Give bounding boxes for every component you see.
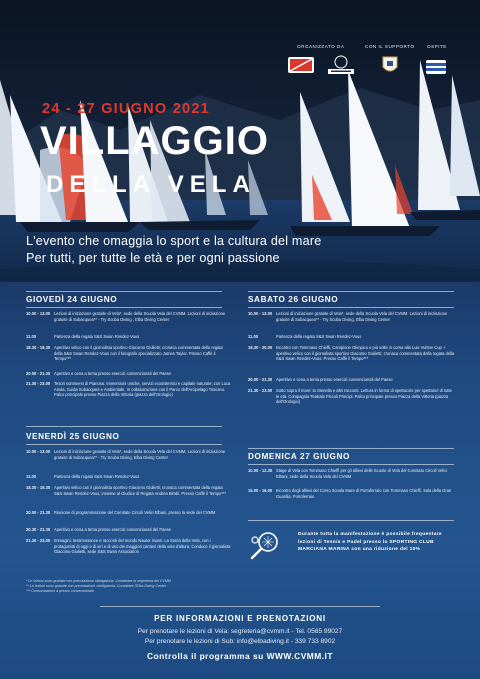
municipal-crest-logo [382,55,398,75]
red-flag-logo [288,57,314,73]
event-item: 20.00 - 21.30 Riunione di programmazione del Comitato Circoli Velici Elbani, presso la sede del CVMM [26,510,216,515]
pro-loco-logo [326,55,356,75]
event-item: 20.00 - 21.30 Aperitivo e cena a tema presso esercizi convenzionali del Paese [248,377,393,382]
tagline-line1: L'evento che omaggia lo sport e la cultura del mare [26,234,322,248]
day-heading-friday: VENERDÌ 25 GIUGNO [26,432,120,441]
event-item: 10.00 - 13.00 Lezioni di iniziazione gratuite di Vela*, sede della Scuola Vela del CVMM. Lezioni di iniziazione gratuite di Subacquea** - Try Scuba Diving, Elba Diving Center [248,311,448,322]
divider [248,448,454,449]
divider [26,444,222,445]
event-dates: 24 - 27 GIUGNO 2021 [42,101,210,117]
title-line2: DELLA VELA [46,171,256,198]
sailing-contact: Per prenotare le lezioni di Vela: segreteria@cvmm.it - Tel. 0565 99027 [137,628,343,635]
divider [248,307,454,308]
yacht-club-logo [426,60,446,74]
event-item: 21.30 - 23.00 Immagini, testimonianze e racconti del mondo Nautor Swan. La Storia della Vela, con i protagonisti di oggi e di ieri e di uno dei maggiori cantieri della vela d'altura. Conduce il giornalista Giacomo Giulietti, sede S&S Swan Association [26,538,231,555]
footnotes: * Le lezioni sono gratuite con prenotazione obbligatoria. Contattare la segreteria del CVMM ** Le lezioni sono gratuite con prenotazione obbligatoria. Contattare l'Elba Diving Center *** Consumazione a prezzo convenzionato [26,579,171,593]
divider [100,606,380,607]
event-item: 10.00 - 13.00 Lezioni di iniziazione gratuite di Vela*, sede della Scuola Vela del CVMM. Lezioni di iniziazione gratuite di Subacquea** - Try Scuba Diving, Elba Diving Center [26,449,226,460]
divider [248,464,454,465]
tennis-racket-icon [248,531,280,563]
event-item: 21.30 - 23.00 Tesori sommersi di Pianosa. Immersioni uniche, servizi ecosistemici e capitale naturale; con Luca Airola, Guida Subacquea e Ambientale. In collaborazione con il Parco dell'Arcipelago Toscano. Palco principale presso Piazza della Vittoria (piazza dell'Orologio) [26,381,231,398]
diving-contact: Per prenotare le lezioni di Sub: info@elbadiving.it - 339 733 8902 [144,638,336,645]
event-item: 18.30 - 19.30 Aperitivo velico con il giornalista sportivo Giacomo Giulietti; cronaca commentata della regata S&S Swan Rendez-Vous, insieme al Giudice di Regata Andrea Bimbi. Presso Caffè il Tempo*** [26,485,227,496]
day-heading-sunday: DOMENICA 27 GIUGNO [248,452,350,461]
event-item: 18.30 - 20.00 Incontro con Tommaso Chieffi, Campione Olimpico e più volte in corsa alla Luis Vuitton Cup + aperitivo velico con il giornalista sportivo Giacomo Giulietti; cronaca commentata della regata della S&S Swan Rendez-Vous. Presso Caffè il Tempo*** [248,345,455,362]
event-item: 20.00 - 21.30 Aperitivo e cena a tema presso esercizi convenzionati del Paese [26,371,171,376]
divider [26,291,222,292]
event-item: 10.00 - 12.30 Stage di Vela con Tommaso Chieffi per gli allievi delle Scuole di Vela del Comitato Circoli Velici Elbani, sede della Scuola Vela del CVMM [248,468,448,479]
event-item: 20.30 - 21.30 Aperitivo e cena a tema presso esercizi convenzionati del Paese [26,527,171,532]
host-label: OSPITE [427,44,447,49]
tagline-line2: Per tutti, per tutte le età e per ogni passione [26,251,280,265]
support-label: CON IL SUPPORTO [365,44,415,49]
event-item: 18.30 - 19.30 Aperitivo velico con il giornalista sportivo Giacomo Giulietti; cronaca commentata della regata della S&S Swan Rendez-Vous con il fotografo specializzato James Taylor. Presso Caffè il Tempo*** [26,345,223,362]
tennis-offer-text: Durante tutta la manifestazione è possibile frequentare lezioni di Tennis e Padel presso lo SPORTING CLUB MARCIANA MARINA con una riduzione del 10% [298,532,442,553]
day-heading-saturday: SABATO 26 GIUGNO [248,295,339,304]
event-item: 11.00 Partenza della regata S&S Swan Rendez-Vous [26,334,140,339]
organized-by-label: ORGANIZZATO DA [297,44,345,49]
divider [248,291,454,292]
event-item: 21.30 - 23.00 Sotto sopra il mare: la Stenella e altri racconti. Lettura in forma di spettacolo per spettatori di tutte le età. Compagnia Teatrale Piccoli Principi. Palco principale presso Piazza della Vittoria (piazza dell'Orologio) [248,388,452,405]
day-heading-thursday: GIOVEDÌ 24 GIUGNO [26,295,118,304]
divider [26,307,222,308]
divider [248,520,454,521]
divider [26,426,222,427]
title-line1: VILLAGGIO [40,119,269,163]
event-item: 15.00 - 16.00 Incontro degli allievi del Corso Scuola Mare di Portoferraio con Tommaso Chieffi. Sala della Gran Guardia, Portoferraio [248,488,452,499]
info-title: PER INFORMAZIONI E PRENOTAZIONI [154,614,326,623]
event-item: 10.00 - 13.00 Lezioni di iniziazione gratuite di Vela*, sede della Scuola Vela del CVMM. Lezioni di iniziazione gratuite di Subacquea** - Try Scuba Diving , Elba Diving Center [26,311,226,322]
website-line: Controlla il programma su WWW.CVMM.IT [147,651,333,661]
event-item: 11.00 Partenza della regata S&S Swan Rendez-Vous [248,334,362,339]
event-item: 11.00 Partenza della regata S&S Swan Rendez-Vous [26,474,140,479]
hero-section [0,0,480,282]
